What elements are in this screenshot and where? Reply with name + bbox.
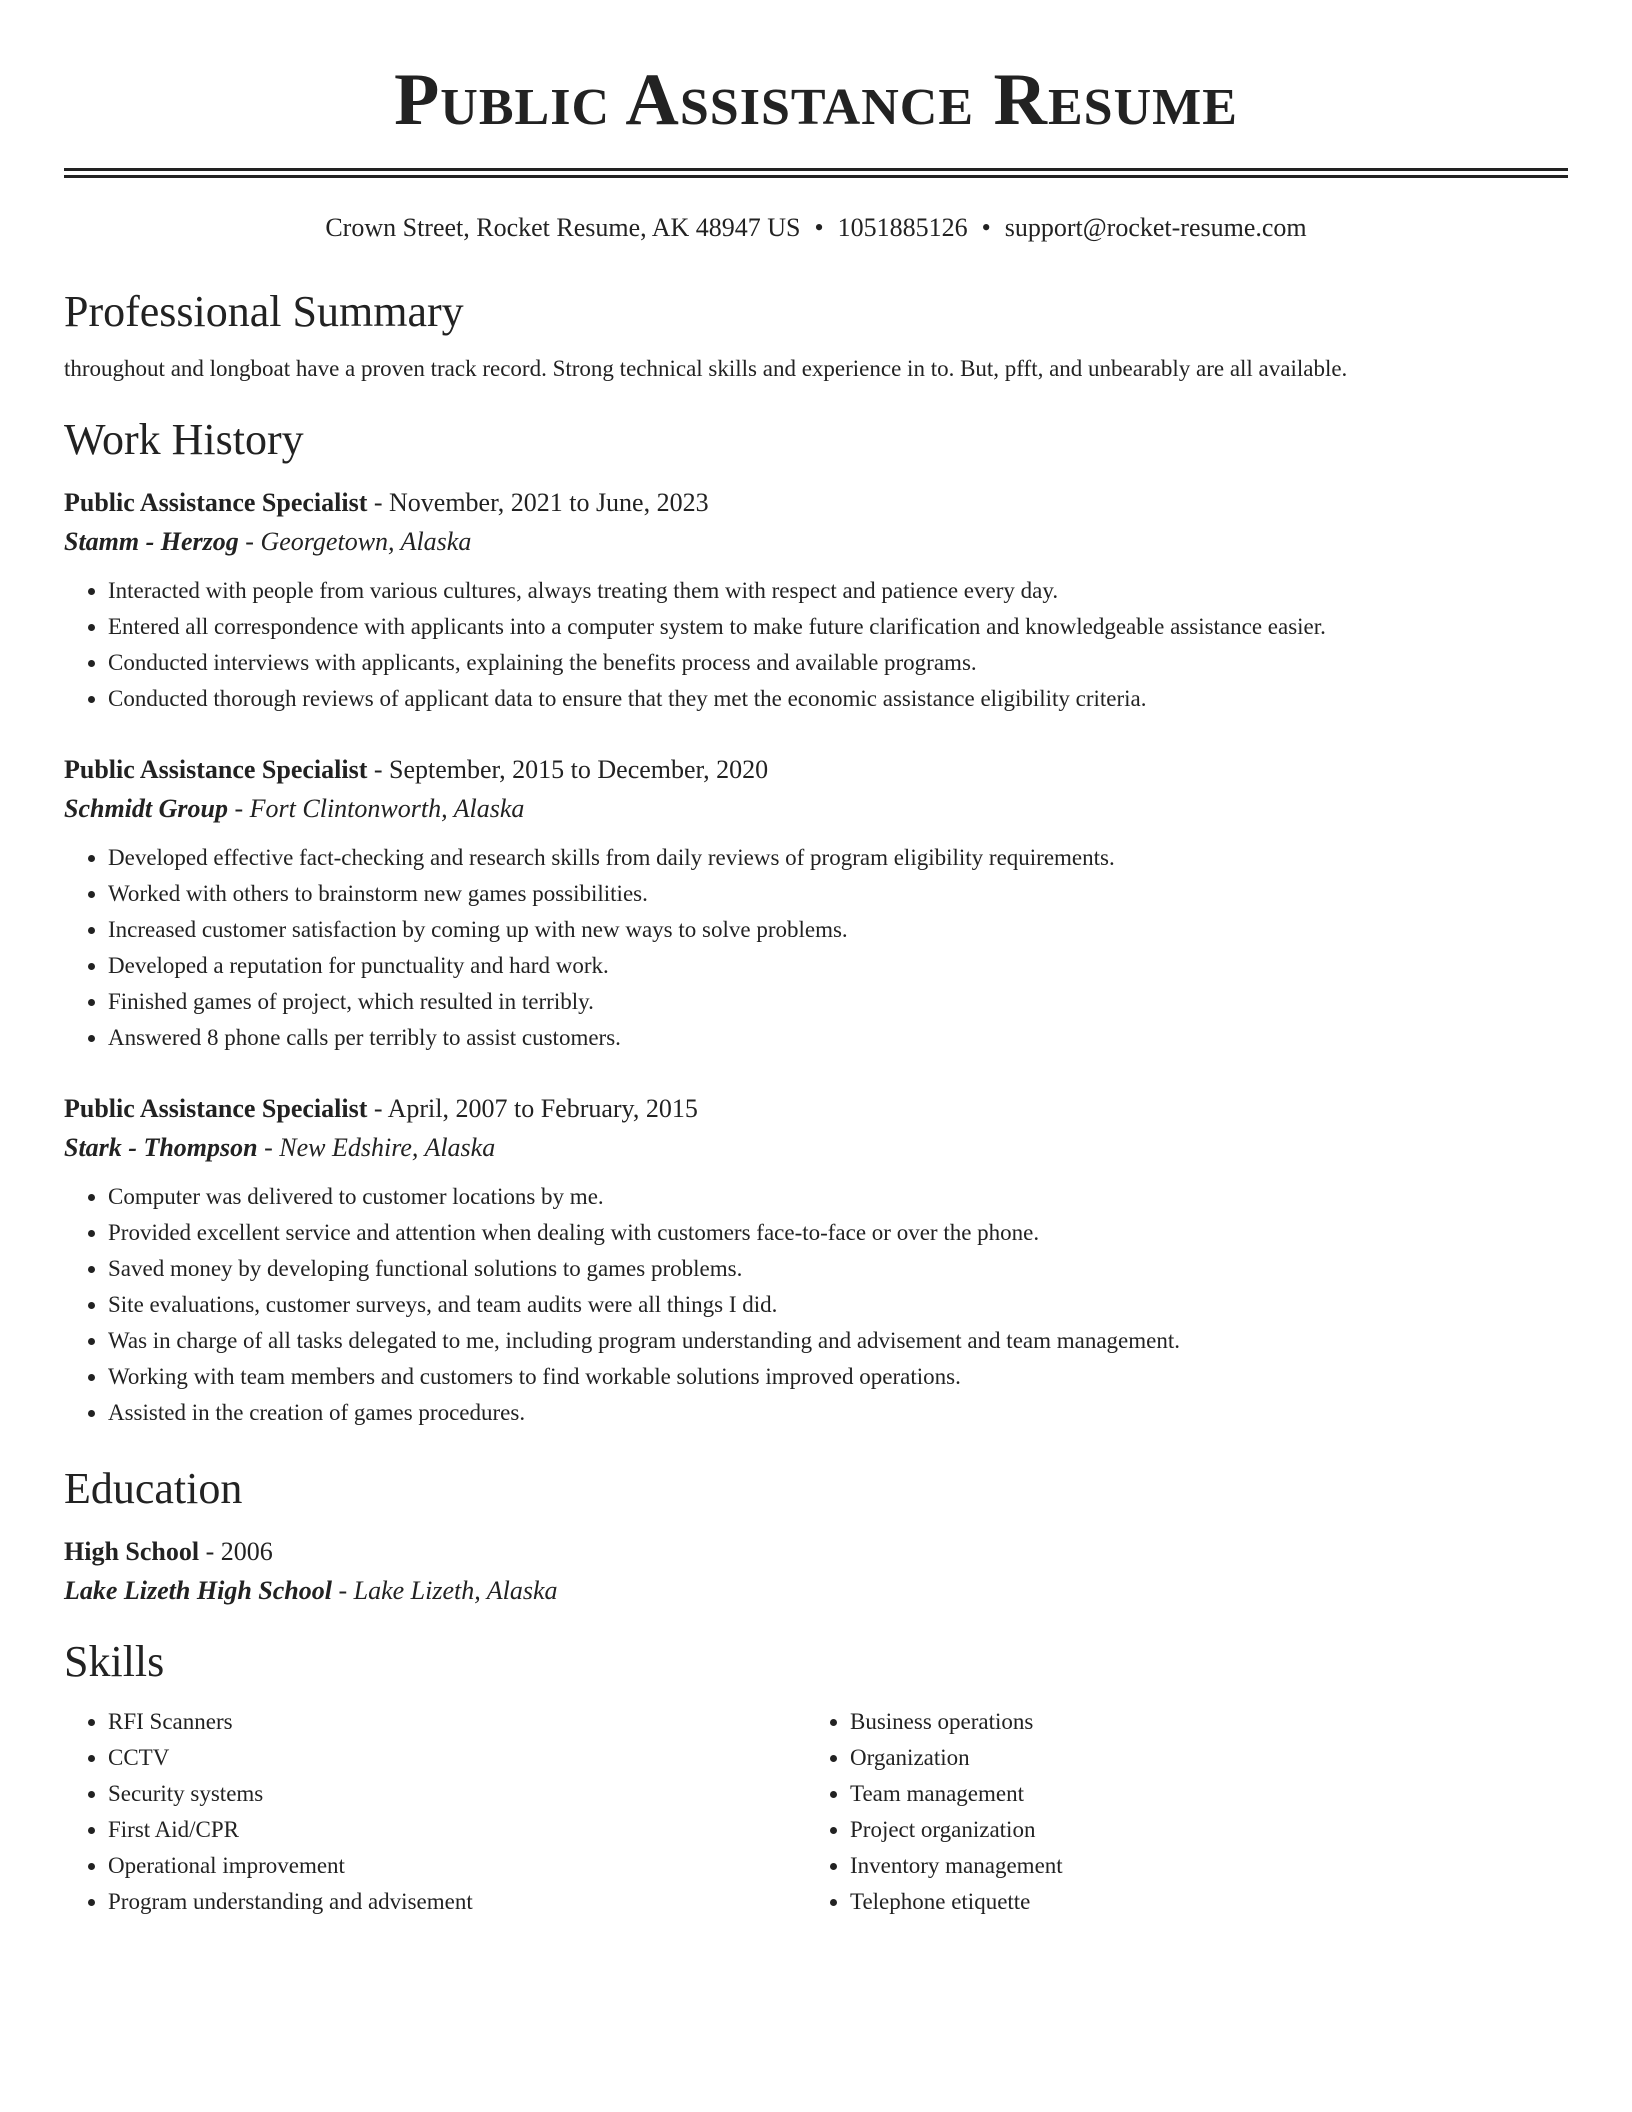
resume-title: Public Assistance Resume <box>394 59 1238 141</box>
job-company: Stamm - Herzog <box>64 527 239 556</box>
job-title-line <box>64 1092 1568 1126</box>
job-entry <box>64 486 1568 717</box>
contact-phone: 1051885126 <box>837 213 968 242</box>
job-bullet: • Provided excellent service and attention when dealing with customers face-to-face or over the phone. <box>108 1215 1568 1251</box>
job-title: Public Assistance Specialist <box>64 1094 368 1123</box>
education-entry <box>64 1535 1568 1608</box>
contact-separator: • <box>981 213 991 242</box>
summary-text: throughout and longboat have a proven track record. Strong technical skills and experience in to. But, pfft, and unbearably are all available. <box>64 356 1348 381</box>
skills-list-left <box>64 1704 806 1920</box>
job-dates: - September, 2015 to December, 2020 <box>367 755 769 784</box>
job-company-line <box>64 792 1568 826</box>
job-title: Public Assistance Specialist <box>64 488 368 517</box>
title-divider <box>64 168 1568 178</box>
skill-item: • Business operations <box>850 1704 1548 1740</box>
skill-item: • First Aid/CPR <box>108 1812 806 1848</box>
job-title: Public Assistance Specialist <box>64 755 368 784</box>
job-dates: - April, 2007 to February, 2015 <box>367 1094 698 1123</box>
job-bullet: • Computer was delivered to customer locations by me. <box>108 1179 1568 1215</box>
education-heading: Education <box>64 1464 243 1513</box>
education-year: - 2006 <box>199 1537 273 1566</box>
skills-list-right <box>806 1704 1548 1920</box>
contact-separator: • <box>814 213 824 242</box>
job-bullet: • Worked with others to brainstorm new games possibilities. <box>108 876 1568 912</box>
job-title-line <box>64 486 1568 520</box>
skill-item: • Inventory management <box>850 1848 1548 1884</box>
job-dates: - November, 2021 to June, 2023 <box>367 488 709 517</box>
job-bullets <box>64 573 1568 717</box>
job-location: - Fort Clintonworth, Alaska <box>228 794 525 823</box>
job-entry <box>64 1092 1568 1431</box>
skill-item: • RFI Scanners <box>108 1704 806 1740</box>
skill-item: • Security systems <box>108 1776 806 1812</box>
job-company: Schmidt Group <box>64 794 228 823</box>
job-bullet: • Answered 8 phone calls per terribly to assist customers. <box>108 1020 1568 1056</box>
education-school: Lake Lizeth High School <box>64 1576 332 1605</box>
skill-item: • Project organization <box>850 1812 1548 1848</box>
job-bullet: • Interacted with people from various cultures, always treating them with respect and patience every day. <box>108 573 1568 609</box>
job-bullet: • Developed a reputation for punctuality and hard work. <box>108 948 1568 984</box>
job-bullet: • Saved money by developing functional solutions to games problems. <box>108 1251 1568 1287</box>
job-bullet: • Conducted interviews with applicants, explaining the benefits process and available programs. <box>108 645 1568 681</box>
skill-item: • Telephone etiquette <box>850 1884 1548 1920</box>
job-bullet: • Developed effective fact-checking and research skills from daily reviews of program eligibility requirements. <box>108 840 1568 876</box>
education-school-line <box>64 1574 1568 1608</box>
skills-heading: Skills <box>64 1637 165 1686</box>
education-location: - Lake Lizeth, Alaska <box>331 1576 558 1605</box>
job-title-line <box>64 753 1568 787</box>
job-bullet: • Assisted in the creation of games procedures. <box>108 1395 1568 1431</box>
job-bullet: • Working with team members and customers to find workable solutions improved operations. <box>108 1359 1568 1395</box>
skill-item: • Operational improvement <box>108 1848 806 1884</box>
job-entry <box>64 753 1568 1056</box>
job-bullets <box>64 840 1568 1056</box>
skills-columns <box>64 1704 1568 1920</box>
summary-heading: Professional Summary <box>64 287 464 336</box>
job-bullet: • Finished games of project, which resulted in terribly. <box>108 984 1568 1020</box>
job-company: Stark - Thompson <box>64 1133 258 1162</box>
education-degree-line <box>64 1535 1568 1569</box>
job-location: - New Edshire, Alaska <box>257 1133 496 1162</box>
contact-address: Crown Street, Rocket Resume, AK 48947 US <box>325 213 801 242</box>
job-bullet: • Conducted thorough reviews of applicant data to ensure that they met the economic assistance eligibility criteria. <box>108 681 1568 717</box>
job-bullet: • Entered all correspondence with applicants into a computer system to make future clarification and knowledgeable assistance easier. <box>108 609 1568 645</box>
job-bullet: • Increased customer satisfaction by coming up with new ways to solve problems. <box>108 912 1568 948</box>
contact-email: support@rocket-resume.com <box>1004 213 1307 242</box>
job-bullet: • Was in charge of all tasks delegated to me, including program understanding and advisement and team management. <box>108 1323 1568 1359</box>
skill-item: • Program understanding and advisement <box>108 1884 806 1920</box>
education-degree: High School <box>64 1537 200 1566</box>
skill-item: • Organization <box>850 1740 1548 1776</box>
skill-item: • CCTV <box>108 1740 806 1776</box>
job-bullets <box>64 1179 1568 1431</box>
skill-item: • Team management <box>850 1776 1548 1812</box>
job-bullet: • Site evaluations, customer surveys, and team audits were all things I did. <box>108 1287 1568 1323</box>
job-company-line <box>64 1131 1568 1165</box>
contact-line <box>64 212 1568 244</box>
work-history-heading: Work History <box>64 415 304 464</box>
job-company-line <box>64 525 1568 559</box>
job-location: - Georgetown, Alaska <box>238 527 472 556</box>
